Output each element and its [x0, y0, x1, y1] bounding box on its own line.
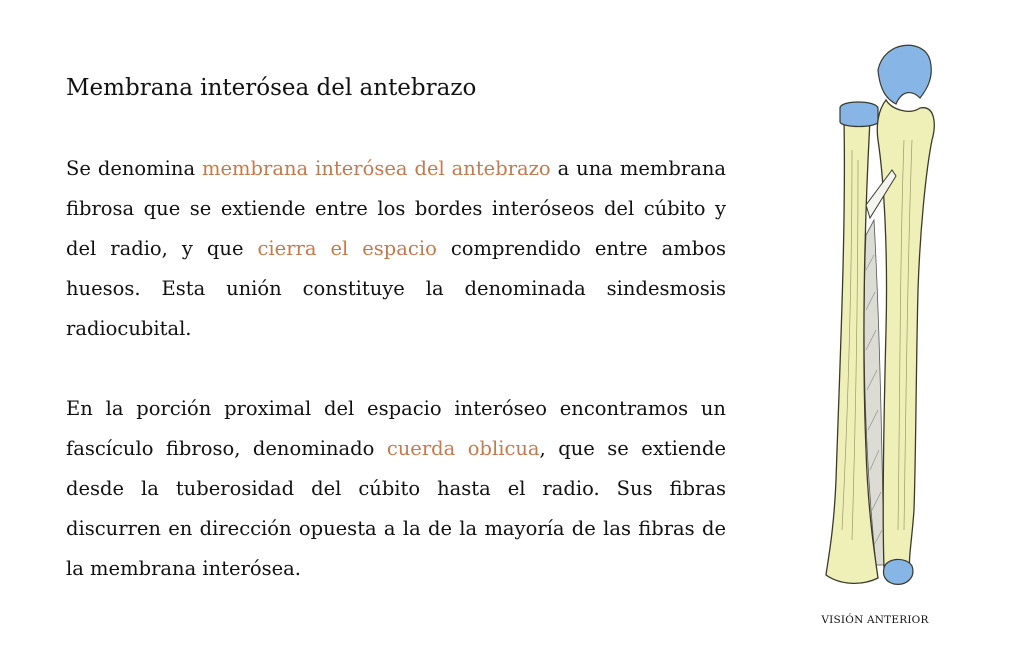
paragraph-text: comprendido entre ambos huesos. Esta unión constituye la denominada sindesmosis radiocubital. [66, 237, 726, 340]
highlight-cierra-espacio: cierra el espacio [257, 237, 437, 260]
highlight-membrana: membrana interósea del antebrazo [202, 157, 551, 180]
page-title: Membrana interósea del antebrazo [66, 75, 477, 101]
ulna-distal-cartilage [883, 559, 912, 584]
ulna-olecranon-cartilage [878, 45, 931, 104]
ulna-bone [877, 100, 934, 571]
paragraph-text: a una membrana fibrosa que se extiende entre los bordes interóseos del cúbito y del radio, y que [66, 157, 727, 260]
paragraph-text: Se denomina [66, 157, 203, 180]
highlight-cuerda-oblicua: cuerda oblicua [386, 437, 540, 460]
paragraph-text: , que se extiende desde la tuberosidad del cúbito hasta el radio. Sus fibras discurren en dirección opuesta a la de la mayoría de las fibras de la membrana interósea. [66, 437, 727, 580]
article [66, 70, 726, 589]
paragraph-text: En la porción proximal del espacio interóseo encontramos un fascículo fibroso, denominado [66, 397, 726, 460]
forearm-bones-icon [800, 30, 970, 600]
paragraph-definition [66, 149, 726, 349]
forearm-illustration [800, 30, 970, 600]
radius-head-cartilage [840, 102, 878, 127]
figure-caption: VISIÓN ANTERIOR [821, 614, 929, 626]
paragraph-cuerda-oblicua [66, 389, 726, 589]
